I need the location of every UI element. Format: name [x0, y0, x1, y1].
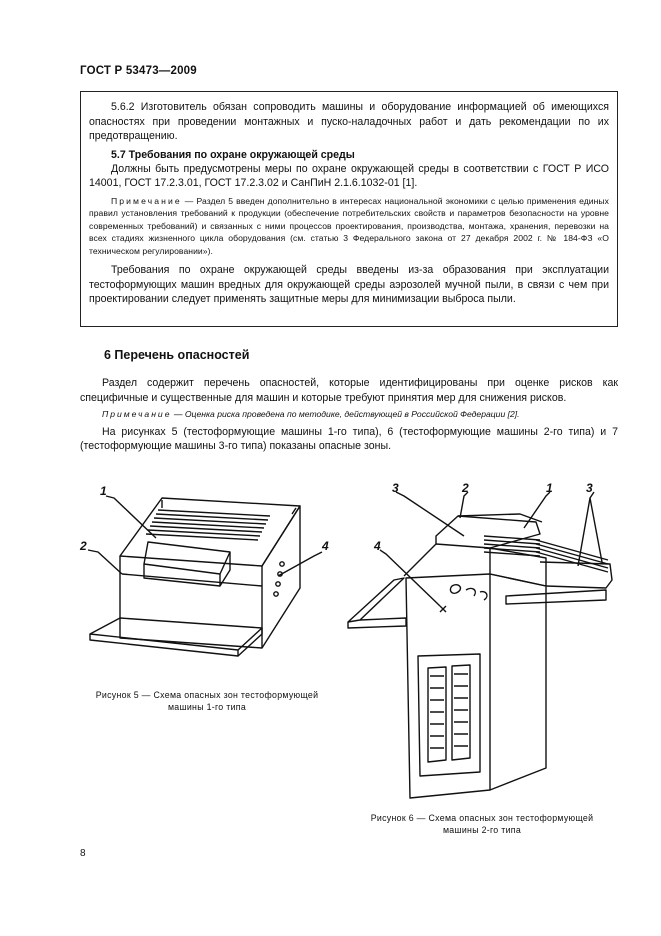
subsection-title-5-7: 5.7 Требования по охране окружающей среды: [111, 148, 355, 161]
note-text: — Раздел 5 введен дополнительно в интересах национальной экономики с целью применения единых правил установления требований к продукции (обеспечение потребительских свойств и параметров безопасности на уровне современных требований) и связанных с ними процессов проектирования, производства, монтажа, хранения, перевозки на всех стадиях жизненного цикла оборудования (см. статью 3 Федерального закона от 27 декабря 2002 г. № 184-ФЗ «О техническом регулировании»).: [89, 195, 609, 256]
figure-5-label-4: 4: [322, 539, 329, 553]
figure-6-label-3-left: 3: [392, 481, 399, 495]
figure-5-caption-line1: Рисунок 5 — Схема опасных зон тестоформующей: [95, 690, 319, 700]
note-label: Примечание: [102, 409, 172, 419]
note-text: — Оценка риска проведена по методике, действующей в Российской Федерации [2].: [171, 409, 520, 419]
figure-6-label-1: 1: [546, 481, 553, 495]
figure-5: [70, 478, 340, 678]
note-6: [80, 408, 618, 421]
document-header: ГОСТ Р 53473—2009: [80, 65, 197, 77]
figure-5-caption: [76, 689, 338, 713]
note-label: Примечание: [111, 195, 182, 206]
figure-6-label-3-right: 3: [586, 481, 593, 495]
boxed-section: [80, 91, 618, 327]
figure-6-caption-line1: Рисунок 6 — Схема опасных зон тестоформующей: [370, 813, 594, 823]
section-title-6: 6 Перечень опасностей: [104, 348, 250, 362]
section-6-body: [80, 376, 618, 454]
figure-5-drawing: [70, 478, 340, 678]
figure-6-caption: [346, 812, 618, 836]
figure-5-caption-line2: машины 1-го типа: [167, 702, 247, 712]
figure-6-label-4: 4: [374, 539, 381, 553]
paragraph-5-6-2: 5.6.2 Изготовитель обязан сопроводить машины и оборудование информацией об имеющихся опасностях при проведении монтажных и пуско-наладочных работ и дать рекомендации по их предотвращению.: [89, 101, 609, 142]
figure-6-drawing: [340, 478, 630, 808]
page-number: 8: [80, 848, 86, 859]
figure-6: [340, 478, 630, 808]
note-5: [89, 195, 609, 258]
paragraph-6-1: Раздел содержит перечень опасностей, которые идентифицированы при оценке рисков как специфичные и существенные для машин и которые требуют принятия мер для снижения рисков.: [80, 377, 618, 404]
paragraph-5-7-1: Должны быть предусмотрены меры по охране окружающей среды в соответствии с ГОСТ Р ИСО 14001, ГОСТ 17.2.3.01, ГОСТ 17.2.3.02 и СанПиН 2.1.6.1032-01 [1].: [89, 162, 609, 189]
figure-5-label-2: 2: [80, 539, 87, 553]
figure-6-caption-line2: машины 2-го типа: [442, 825, 522, 835]
figure-5-label-1: 1: [100, 484, 107, 498]
paragraph-6-2: На рисунках 5 (тестоформующие машины 1-го типа), 6 (тестоформующие машины 2-го типа) и 7 (тестоформующие машины 3-го типа) показаны опасные зоны.: [80, 425, 618, 453]
paragraph-5-7-2: Требования по охране окружающей среды введены из-за образования при эксплуатации тестоформующих машин вредных для окружающей среды аэрозолей мучной пыли, в связи с чем при проектировании следует применять защитные меры для минимизации выброса пыли.: [89, 264, 609, 306]
figure-6-label-2: 2: [462, 481, 469, 495]
